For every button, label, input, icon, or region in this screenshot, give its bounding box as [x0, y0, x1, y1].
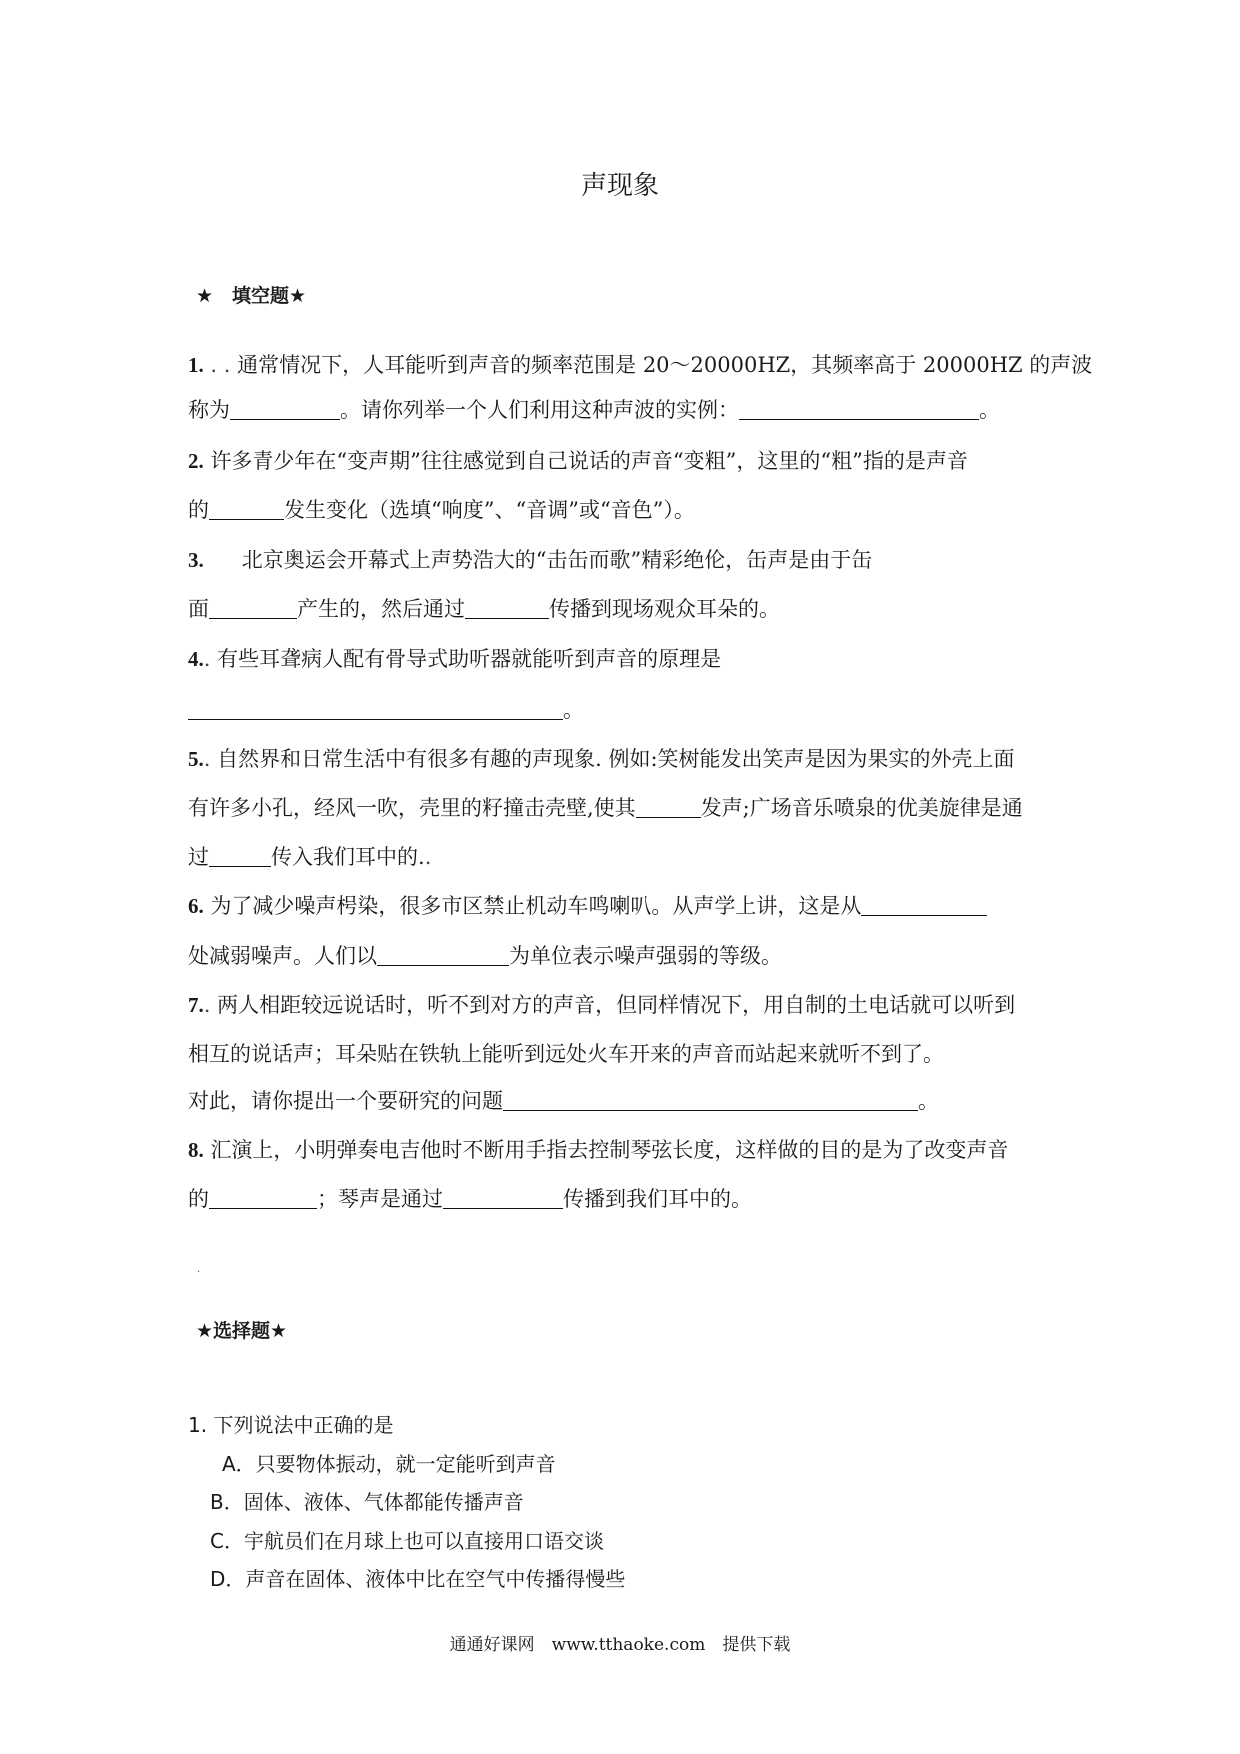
- q2-text-a: 许多青少年在“变声期”往往感觉到自己说话的声音“变粗”，这里的“粗”指的是声音: [210, 449, 968, 473]
- q1-text-d: 。: [979, 398, 1000, 422]
- q8-text-c: ；琴声是通过: [317, 1187, 443, 1211]
- q5-text-e: 传入我们耳中的.: [271, 845, 425, 869]
- q1-line-1: 1. . . 通常情况下，人耳能听到声音的频率范围是 20～20000HZ，其频率高于 20000HZ 的声波: [188, 353, 1093, 377]
- q7-line-1: 7.. 两人相距较远说话时，听不到对方的声音，但同样情况下，用自制的土电话就可以听到: [188, 993, 1016, 1017]
- q7-text-d: 。: [918, 1089, 939, 1113]
- q7-text-b: 相互的说话声；耳朵贴在铁轨上能听到远处火车开来的声音而站起来就听不到了。: [188, 1042, 944, 1066]
- q1-text-c: 。请你列举一个人们利用这种声波的实例：: [340, 398, 739, 422]
- q5-text-b: 有许多小孔，经风一吹，壳里的籽撞击壳壁,使其: [188, 796, 636, 820]
- choice-q1-option-c[interactable]: C．宇航员们在月球上也可以直接用口语交谈: [210, 1529, 604, 1553]
- q5-blank-2[interactable]: [209, 846, 271, 867]
- q6-blank-2[interactable]: [377, 945, 509, 966]
- q8-line-1: [188, 1137, 1008, 1163]
- q8-line-2: [188, 1186, 752, 1212]
- q1-blank-1[interactable]: [230, 399, 340, 420]
- q1-blank-2[interactable]: [739, 399, 979, 420]
- q3-line-1: [188, 547, 872, 573]
- q7-line-2: [188, 1041, 944, 1067]
- q4-blank-1[interactable]: [188, 699, 563, 720]
- q8-text-a: 汇演上，小明弹奏电吉他时不断用手指去控制琴弦长度，这样做的目的是为了改变声音: [210, 1138, 1009, 1162]
- q7-text-a: 两人相距较远说话时，听不到对方的声音，但同样情况下，用自制的土电话就可以听到: [217, 993, 1016, 1017]
- q5-line-2: [188, 795, 1023, 821]
- section-heading-choice: ★选择题★: [196, 1320, 288, 1342]
- q3-blank-2[interactable]: [465, 598, 549, 619]
- q2-text-b: 的: [188, 498, 209, 522]
- q5-blank-1[interactable]: [636, 797, 701, 818]
- q1-text-a: 通常情况下，人耳能听到声音的频率范围是 20～20000HZ，其频率高于 20000HZ 的声波: [237, 353, 1093, 377]
- q1-number: 1.: [188, 353, 204, 377]
- page-footer: 通通好课网 www.tthaoke.com 提供下载: [449, 1635, 791, 1655]
- q5-text-d: 过: [188, 845, 209, 869]
- q3-text-c: 产生的，然后通过: [297, 597, 465, 621]
- choice-q1-option-a[interactable]: A．只要物体振动，就一定能听到声音: [222, 1452, 556, 1476]
- q8-number: 8.: [188, 1138, 204, 1162]
- choice-q1-stem: 1. 下列说法中正确的是: [188, 1413, 394, 1437]
- choice-q1-option-b[interactable]: B．固体、液体、气体都能传播声音: [210, 1490, 524, 1514]
- q5-line-3: 过 传入我们耳中的..: [188, 845, 432, 869]
- q1-line-2: [188, 397, 1000, 423]
- q3-text-b: 面: [188, 597, 209, 621]
- q7-blank-1[interactable]: [503, 1090, 918, 1111]
- q2-line-1: [188, 448, 968, 474]
- q3-line-2: [188, 596, 780, 622]
- q4-text-a: 有些耳聋病人配有骨导式助听器就能听到声音的原理是: [217, 647, 722, 671]
- page-title: 声现象: [580, 171, 659, 201]
- scan-speck: ·: [197, 1267, 201, 1278]
- q1-text-b: 称为: [188, 398, 230, 422]
- q2-line-2: [188, 497, 695, 523]
- q3-number: 3.: [188, 548, 204, 572]
- q5-number: 5.: [188, 747, 204, 771]
- q7-text-c: 对此，请你提出一个要研究的问题: [188, 1089, 503, 1113]
- q8-blank-2[interactable]: [443, 1188, 563, 1209]
- q6-blank-1[interactable]: [861, 895, 987, 916]
- q4-line-2: [188, 697, 584, 723]
- choice-q1-option-d[interactable]: D．声音在固体、液体中比在空气中传播得慢些: [210, 1567, 626, 1591]
- q6-text-b: 处减弱噪声。人们以: [188, 944, 377, 968]
- q6-text-c: 为单位表示噪声强弱的等级。: [509, 944, 782, 968]
- q6-line-1: [188, 893, 987, 919]
- q3-text-a: 北京奥运会开幕式上声势浩大的“击缶而歌”精彩绝伦，缶声是由于缶: [241, 548, 873, 572]
- q4-text-b: 。: [563, 698, 584, 722]
- q4-line-1: 4.. 有些耳聋病人配有骨导式助听器就能听到声音的原理是: [188, 647, 722, 671]
- q2-number: 2.: [188, 449, 204, 473]
- q3-blank-1[interactable]: [209, 598, 297, 619]
- q8-text-d: 传播到我们耳中的。: [563, 1187, 752, 1211]
- q2-blank-1[interactable]: [209, 499, 284, 520]
- q6-number: 6.: [188, 894, 204, 918]
- q8-blank-1[interactable]: [209, 1188, 317, 1209]
- q5-text-a: 自然界和日常生活中有很多有趣的声现象. 例如:笑树能发出笑声是因为果实的外壳上面: [217, 747, 1015, 771]
- q3-text-d: 传播到现场观众耳朵的。: [549, 597, 780, 621]
- q2-text-c: 发生变化（选填“响度”、“音调”或“音色”）。: [284, 498, 695, 522]
- q7-line-3: [188, 1088, 939, 1114]
- q7-number: 7.: [188, 993, 204, 1017]
- q6-text-a: 为了减少噪声枵染，很多市区禁止机动车鸣喇叭。从声学上讲，这是从: [210, 894, 862, 918]
- q6-line-2: [188, 943, 782, 969]
- q4-number: 4.: [188, 647, 204, 671]
- q8-text-b: 的: [188, 1187, 209, 1211]
- q5-line-1: 5.. 自然界和日常生活中有很多有趣的声现象. 例如:笑树能发出笑声是因为果实的外壳上面: [188, 747, 1015, 771]
- q5-text-c: 发声;广场音乐喷泉的优美旋律是通: [700, 796, 1023, 820]
- section-heading-fill-in: ★ 填空题★: [196, 285, 307, 307]
